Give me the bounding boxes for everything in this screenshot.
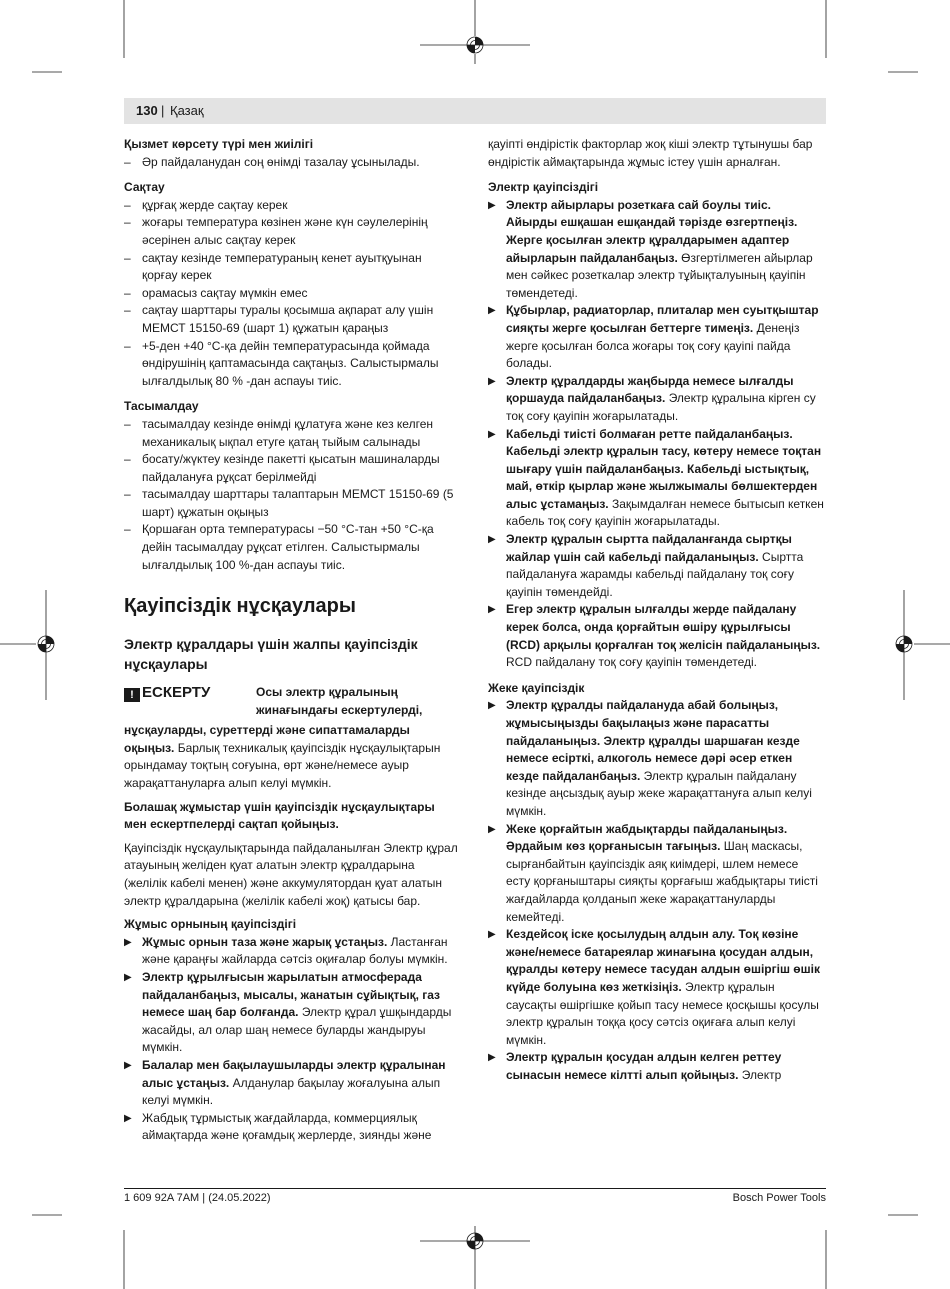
list-item: ▶ Электр құралын сыртта пайдаланғанда сыртқы жайлар үшін сай кабельді пайдаланыңыз. Сыртта пайдалануға жарамды кабельді пайдалану тоқ соғу қауіпін төмендейді. — [488, 532, 804, 599]
personal-safety-title: Жеке қауіпсіздік — [488, 680, 585, 695]
storage-item: – сақтау кезінде температураның кенет ауытқуынан қорғау керек — [124, 250, 460, 285]
right-column — [488, 136, 824, 1084]
service-title: Қызмет көрсету түрі мен жиілігі — [124, 137, 314, 151]
footer-brand: Bosch Power Tools — [732, 1192, 826, 1204]
list-item: ▶ Жұмыс орнын таза және жарық ұстаңыз. Ластанған және қараңғы жайларда сәтсіз оқиғалар болуы мүмкін. — [124, 934, 448, 967]
list-item: ▶ Электр құрылғысын жарылатын атмосферада пайдаланбаңыз, мысалы, жанатын сұйықтық, газ немесе шаң бар болғанда. Электр құрал ұшқындарды жасайды, ал олар шаң немесе буларды жандыруы мүмкін. — [124, 969, 452, 1055]
transport-item: – тасымалдау кезінде өнімді құлатуға және кез келген механикалық ықпал етуге қатаң тыйым салынады — [124, 416, 460, 451]
header-separator: | — [161, 103, 165, 118]
list-item: ▶ Электр құралдарды жаңбырда немесе ылғалды қоршауда пайдаланбаңыз. Электр құралына кірген су тоқ соғу қауіпін жоғарылатады. — [488, 373, 816, 423]
service-item: – Әр пайдаланудан соң өнімді тазалау ұсынылады. — [124, 154, 460, 172]
warning-label: ЕСКЕРТУ — [142, 684, 211, 702]
list-item: ▶ Электр құралын қосудан алдын келген реттеу сынасын немесе кілтті алып қойыңыз. Электр — [488, 1050, 782, 1082]
page-header — [124, 98, 826, 124]
footer-rule — [124, 1188, 826, 1189]
list-item: ▶ Құбырлар, радиаторлар, плиталар мен суытқыштар сияқты жерге қосылған беттерге тимеңіз. Денеңіз жерге қосылған болса жоғары тоқ соғу қауіпі пайда болады. — [488, 303, 819, 371]
left-column — [124, 136, 460, 1145]
storage-item: – сақтау шарттары туралы қосымша ақпарат алу үшін МЕМСТ 15150-69 (шарт 1) құжатын қараңыз — [124, 302, 460, 337]
transport-item: – Қоршаған орта температурасы −50 °C-тан +50 °C-қа дейін тасымалдау рұқсат етілген. Салыстырмалы ылғалдылық 100 %-дан аспауы тиіс. — [124, 521, 460, 574]
warning-bold-1: Осы электр құралының жинағындағы ескертулерді, — [256, 685, 423, 717]
continuation-text: қауіпті өндірістік факторлар жоқ кіші электр тұтынушы бар өндірістік аймақтарында жұмыс істеу үшін арналған. — [488, 137, 813, 169]
safety-heading: Қауіпсіздік нұсқаулары — [124, 595, 356, 618]
storage-item: – жоғары температура көзінен және күн сәулелерінің әсерінен алыс сақтау керек — [124, 214, 460, 249]
list-item: ▶ Электр құралды пайдалануда абай болыңыз, жұмысыңызды бақылаңыз және парасатты пайдаланыңыз. Электр құралды шаршаған кезде немесе есірткі, алкоголь немесе дәрі әсер еткен кезде пайдаланбаңыз. Электр құралын пайдалану кезінде аңсыздық ауыр жеке жарақаттануға алып келуі мүмкін. — [488, 698, 812, 818]
transport-item: – босату/жүктеу кезінде пакетті қысатын машиналарды пайдалануға рұқсат берілмейді — [124, 451, 460, 486]
electric-safety-title: Электр қауіпсіздігі — [488, 180, 599, 195]
warning-block — [124, 684, 460, 722]
storage-item: – құрғақ жерде сақтау керек — [124, 197, 460, 215]
general-safety-heading: Электр құралдары үшін жалпы қауіпсіздік нұсқаулары — [124, 636, 418, 673]
transport-item: – тасымалдау шарттары талаптарын МЕМСТ 15150-69 (5 шарт) құжатын оқыңыз — [124, 486, 460, 521]
workplace-title: Жұмыс орнының қауіпсіздігі — [124, 917, 297, 932]
list-item: ▶ Жабдық тұрмыстық жағдайларда, коммерциялық аймақтарда және қоғамдық жерлерде, зиянды және — [124, 1110, 432, 1143]
list-item: ▶ Кездейсоқ іске қосылудың алдын алу. Тоқ көзіне және/немесе батареялар жинағына қосудан алдын, құралды көтеру немесе тасудан алдын өшіргіш өшік күйде болуына көз жеткізіңіз. Электр құралын саусақты өшіргішке қойып тасу немесе қосқышы қосулы электр құралын тоққа қосу сәтсіз оқиғаға алып келуі мүмкін. — [488, 927, 820, 1047]
list-item: ▶ Жеке қорғайтын жабдықтарды пайдаланыңыз. Әрдайым көз қорғанысын тағыңыз. Шаң маскасы, сырғанбайтын қауіпсіздік аяқ киімдері, шлем немесе есту қорғаныштары сияқты қорғағыш жабдықтары тиісті жағдайларда қолданып жеке жарақаттануларды кемейтеді. — [488, 821, 818, 924]
keep-instructions-heading: Болашақ жұмыстар үшін қауіпсіздік нұсқаулықтары мен ескертпелерді сақтап қойыңыз. — [124, 799, 435, 832]
page-number: 130 — [136, 103, 158, 118]
warning-label-box — [124, 684, 210, 702]
warning-text: Барлық техникалық қауіпсіздік нұсқаулықтарын орындамау тоқтың соғуына, өрт және/немесе ауыр жарақаттануларға алып келуі мүмкін. — [124, 740, 441, 791]
storage-item: – орамасыз сақтау мүмкін емес — [124, 285, 460, 303]
footer-doc-code: 1 609 92A 7AM | (24.05.2022) — [124, 1192, 271, 1204]
storage-item: – +5-ден +40 °C-қа дейін температурасында қоймада өндірушінің қаптамасында сақтаңыз. Салыстырмалы ылғалдылық 80 % -дан аспауы тиіс. — [124, 338, 460, 391]
keep-instructions-text: Қауіпсіздік нұсқаулықтарында пайдаланылған Электр құрал атауының желіден қуат алатын электр құралдарына (желілік кабелі менен) және аккумулятордан қуат алатын электр құралдарына (желілік кабелі жоқ) қатысы бар. — [124, 840, 458, 908]
storage-title: Сақтау — [124, 180, 165, 195]
warning-triangle-icon: ! — [124, 688, 140, 702]
list-item: ▶ Егер электр құралын ылғалды жерде пайдалану керек болса, онда қорғайтын өшіру құрылғысы (RCD) арқылы қорғалған тоқ желісін пайдаланыңыз. RCD пайдалану тоқ соғу қауіпін төмендетеді. — [488, 602, 821, 670]
transport-title: Тасымалдау — [124, 399, 199, 414]
list-item: ▶ Электр айырлары розеткаға сай боулы тиіс. Айырды ешқашан ешқандай тәрізде өзгертпеңіз. Жерге қосылған электр құралдарымен адаптер айырларын пайдаланбаңыз. Өзгертілмеген айырлар мен сәйкес розеткалар электр тұйықталуының қауіпін төмендетеді. — [488, 197, 813, 300]
warning-bold-2: нұсқауларды, суреттерді және сипаттамаларды оқыңыз. — [124, 723, 410, 755]
list-item: ▶ Кабельді тиісті болмаған ретте пайдаланбаңыз. Кабельді электр құралын тасу, көтеру немесе тоқтан шығару үшін пайдаланбаңыз. Кабельді ыстықтық, май, өткір қырлар және жылжымалы бөлшектерден алыс ұстамаңыз. Зақымдалған немесе бытысып кеткен кабель тоқ соғу қауіпін жоғарылатады. — [488, 426, 824, 529]
list-item: ▶ Балалар мен бақылаушыларды электр құралынан алыс ұстаңыз. Алданулар бақылау жоғалуына алып келуі мүмкін. — [124, 1057, 446, 1108]
header-language: Қазақ — [170, 103, 204, 118]
